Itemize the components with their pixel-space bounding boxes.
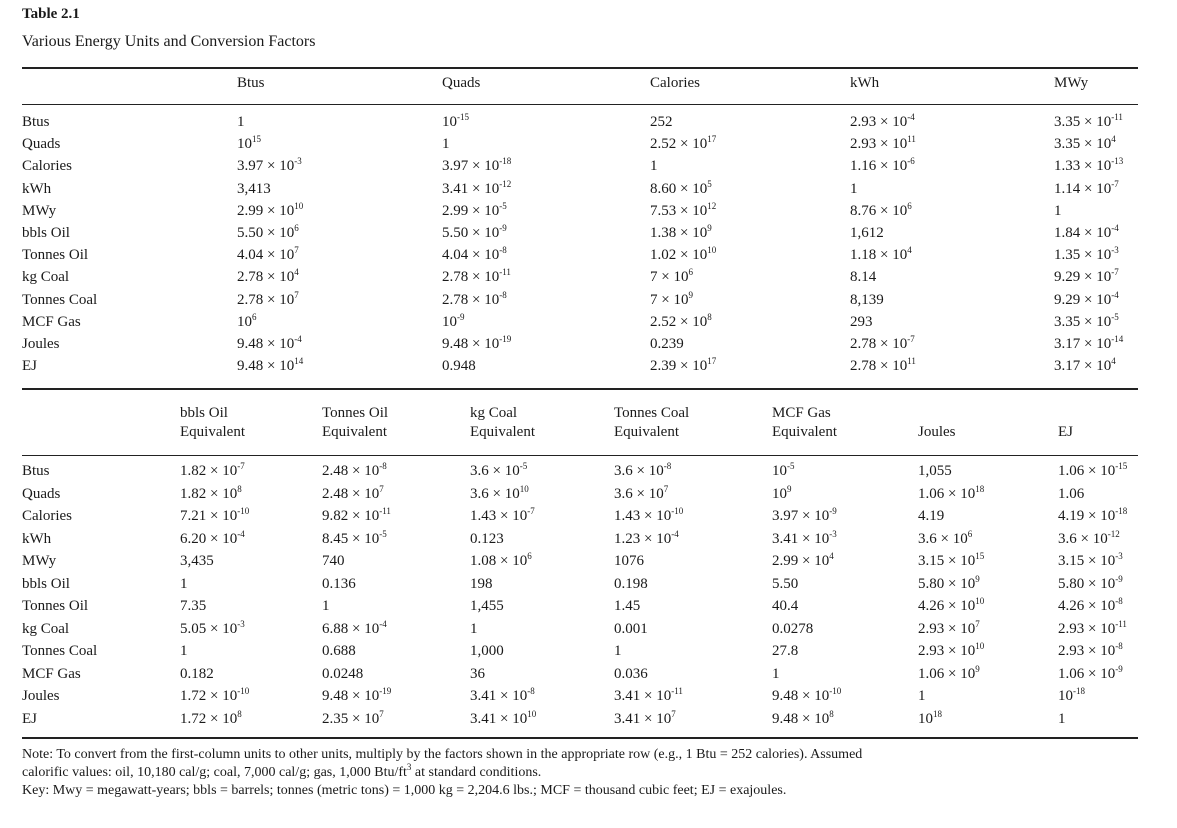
table-cell: 0.0248	[322, 666, 364, 682]
note-line-2: calorific values: oil, 10,180 cal/g; coal, 7,000 cal/g; gas, 1,000 Btu/$ft^3$ at standard conditions.	[22, 762, 542, 780]
header-line-2: Equivalent	[614, 424, 679, 440]
row-label: bbls Oil	[22, 576, 70, 592]
table-cell: $1.43 \times 10^{-7}$	[470, 506, 535, 524]
table-cell: 3,435	[180, 553, 214, 569]
table-cell: $3.6 \times 10^{10}$	[470, 484, 529, 502]
table-cell: $10^9$	[772, 484, 792, 502]
row-label: MCF Gas	[22, 666, 81, 682]
table-cell: $3.41 \times 10^{-8}$	[470, 686, 535, 704]
bottom-col-header	[772, 404, 837, 442]
table-cell: 1,000	[470, 643, 504, 659]
bottom-col-header	[614, 404, 689, 442]
table-cell: 8.14	[850, 269, 877, 285]
table-cell: $6.88 \times 10^{-4}$	[322, 619, 387, 637]
table-cell: 1	[180, 643, 188, 659]
table-cell: $9.48 \times 10^8$	[772, 709, 834, 727]
table-cell: $2.78 \times 10^{11}$	[850, 356, 916, 374]
bottom-rule	[22, 737, 1138, 739]
table-cell: $2.99 \times 10^{10}$	[237, 201, 304, 219]
table-cell: $1.14 \times 10^{-7}$	[1054, 179, 1119, 197]
table-cell: 1	[470, 621, 478, 637]
table-cell: 0.001	[614, 621, 648, 637]
table-cell: $10^{-18}$	[1058, 686, 1085, 704]
bottom-table-row	[22, 666, 1138, 688]
table-cell: $1.06 \times 10^9$	[918, 664, 980, 682]
table-cell: $2.78 \times 10^4$	[237, 267, 299, 285]
top-table-row	[22, 314, 1138, 336]
table-cell: $6.20 \times 10^{-4}$	[180, 529, 245, 547]
table-cell: $4.26 \times 10^{10}$	[918, 596, 985, 614]
table-cell: $3.6 \times 10^6$	[918, 529, 973, 547]
top-header-rule	[22, 104, 1138, 105]
row-label: Tonnes Coal	[22, 292, 98, 308]
table-cell: 1	[237, 114, 245, 130]
table-cell: 0.198	[614, 576, 648, 592]
table-cell: $2.78 \times 10^{-8}$	[442, 290, 507, 308]
table-cell: $7.21 \times 10^{-10}$	[180, 506, 250, 524]
header-line-1: MCF Gas	[772, 405, 831, 421]
top-rule	[22, 67, 1138, 69]
table-cell: $1.06 \times 10^{18}$	[918, 484, 985, 502]
table-cell: 1,455	[470, 598, 504, 614]
table-cell: $2.48 \times 10^{-8}$	[322, 461, 387, 479]
table-cell: $2.35 \times 10^7$	[322, 709, 384, 727]
bottom-table-row	[22, 621, 1138, 643]
row-label: Joules	[22, 688, 60, 704]
table-cell: $3.6 \times 10^{-12}$	[1058, 529, 1120, 547]
header-line-1: Tonnes Oil	[322, 405, 389, 421]
table-cell: $1.43 \times 10^{-10}$	[614, 506, 684, 524]
table-cell: 252	[650, 114, 673, 130]
table-cell: 1	[180, 576, 188, 592]
row-label: EJ	[22, 358, 37, 374]
table-cell: $2.52 \times 10^{17}$	[650, 134, 717, 152]
table-cell: 3,413	[237, 181, 271, 197]
header-line-2: Equivalent	[322, 424, 387, 440]
bottom-col-header	[470, 404, 535, 442]
table-cell: 1	[1058, 711, 1066, 727]
table-cell: $9.29 \times 10^{-7}$	[1054, 267, 1119, 285]
table-cell: $3.35 \times 10^{-11}$	[1054, 112, 1123, 130]
top-col-header	[1054, 74, 1088, 93]
top-table-row	[22, 358, 1138, 380]
table-cell: 0.136	[322, 576, 356, 592]
top-col-header	[850, 74, 879, 93]
table-cell: $3.17 \times 10^4$	[1054, 356, 1116, 374]
header-line-1: MWy	[1054, 75, 1089, 91]
table-cell: $5.80 \times 10^9$	[918, 574, 980, 592]
top-table-row	[22, 247, 1138, 269]
table-cell: 0.239	[650, 336, 684, 352]
table-cell: $1.33 \times 10^{-13}$	[1054, 156, 1124, 174]
row-label: Tonnes Oil	[22, 598, 89, 614]
header-line-1: bbls Oil	[180, 405, 228, 421]
table-cell: $2.78 \times 10^7$	[237, 290, 299, 308]
table-cell: 0.0278	[772, 621, 814, 637]
table-cell: $2.48 \times 10^7$	[322, 484, 384, 502]
table-cell: 1076	[614, 553, 644, 569]
table-cell: $3.35 \times 10^{-5}$	[1054, 312, 1119, 330]
table-cell: $3.6 \times 10^{-5}$	[470, 461, 528, 479]
bottom-col-header	[918, 404, 956, 442]
table-cell: $2.93 \times 10^{-4}$	[850, 112, 915, 130]
row-label: Btus	[22, 114, 50, 130]
bottom-col-header	[322, 404, 388, 442]
table-cell: $2.93 \times 10^{-8}$	[1058, 641, 1123, 659]
table-cell: $3.15 \times 10^{-3}$	[1058, 551, 1123, 569]
table-cell: $9.48 \times 10^{-19}$	[322, 686, 392, 704]
row-label: Tonnes Coal	[22, 643, 98, 659]
bottom-table-row	[22, 643, 1138, 665]
table-cell: $1.08 \times 10^6$	[470, 551, 532, 569]
table-cell: $7.53 \times 10^{12}$	[650, 201, 717, 219]
top-table-row	[22, 181, 1138, 203]
table-cell: 1	[442, 136, 450, 152]
top-col-header	[650, 74, 700, 93]
table-cell: 0.182	[180, 666, 214, 682]
table-cell: $3.41 \times 10^{10}$	[470, 709, 537, 727]
row-label: Calories	[22, 158, 72, 174]
table-cell: $9.82 \times 10^{-11}$	[322, 506, 391, 524]
row-label: Quads	[22, 136, 61, 152]
table-cell: 1.06	[1058, 486, 1085, 502]
table-cell: 1,055	[918, 463, 952, 479]
table-cell: $8.45 \times 10^{-5}$	[322, 529, 387, 547]
table-cell: 0.948	[442, 358, 476, 374]
row-label: kg Coal	[22, 621, 70, 637]
table-cell: $2.99 \times 10^4$	[772, 551, 834, 569]
note-line-1: Note: To convert from the first-column units to other units, multiply by the factors shown in the appropriate row (e.g., 1 Btu = 252 calories). Assumed	[22, 747, 863, 762]
header-line-2: Equivalent	[180, 424, 245, 440]
table-cell: 4.19	[918, 508, 945, 524]
table-cell: 40.4	[772, 598, 799, 614]
row-label: EJ	[22, 711, 37, 727]
bottom-table-row	[22, 531, 1138, 553]
table-cell: $2.78 \times 10^{-11}$	[442, 267, 511, 285]
top-table-row	[22, 225, 1138, 247]
row-label: kWh	[22, 181, 52, 197]
table-cell: $3.97 \times 10^{-9}$	[772, 506, 837, 524]
row-label: kWh	[22, 531, 52, 547]
table-cell: $10^{-5}$	[772, 461, 795, 479]
table-cell: $9.48 \times 10^{14}$	[237, 356, 304, 374]
table-cell: $7 \times 10^9$	[650, 290, 693, 308]
bottom-table-row	[22, 463, 1138, 485]
table-cell: 1	[772, 666, 780, 682]
row-label: Joules	[22, 336, 60, 352]
table-cell: 1	[1054, 203, 1062, 219]
table-cell: 1	[650, 158, 658, 174]
table-cell: $3.6 \times 10^{-8}$	[614, 461, 672, 479]
table-cell: $2.39 \times 10^{17}$	[650, 356, 717, 374]
table-cell: $4.26 \times 10^{-8}$	[1058, 596, 1123, 614]
table-cell: $1.38 \times 10^9$	[650, 223, 712, 241]
bottom-header-rule	[22, 455, 1138, 456]
table-cell: $8.60 \times 10^5$	[650, 179, 712, 197]
top-table-row	[22, 158, 1138, 180]
bottom-table-row	[22, 576, 1138, 598]
table-cell: 0.123	[470, 531, 504, 547]
bottom-table-row	[22, 553, 1138, 575]
table-cell: $3.41 \times 10^7$	[614, 709, 676, 727]
table-cell: $5.80 \times 10^{-9}$	[1058, 574, 1123, 592]
bottom-table-row	[22, 508, 1138, 530]
header-line-1	[1058, 404, 1073, 423]
top-col-header	[442, 74, 480, 93]
top-table-row	[22, 203, 1138, 225]
table-cell: $1.18 \times 10^4$	[850, 245, 912, 263]
row-label: bbls Oil	[22, 225, 70, 241]
table-cell: 0.688	[322, 643, 356, 659]
table-cell: $3.41 \times 10^{-12}$	[442, 179, 512, 197]
table-cell: $10^{18}$	[918, 709, 942, 727]
table-cell: $9.48 \times 10^{-10}$	[772, 686, 842, 704]
header-line-1: Btus	[237, 75, 265, 91]
table-cell: $2.78 \times 10^{-7}$	[850, 334, 915, 352]
table-cell: $1.82 \times 10^{-7}$	[180, 461, 245, 479]
header-line-1	[918, 404, 956, 423]
bottom-table-row	[22, 598, 1138, 620]
table-note	[22, 746, 1152, 800]
header-line-1: Tonnes Coal	[614, 405, 690, 421]
table-cell: $5.50 \times 10^{-9}$	[442, 223, 507, 241]
table-cell: $3.6 \times 10^7$	[614, 484, 669, 502]
table-cell: $7 \times 10^6$	[650, 267, 693, 285]
top-table-row	[22, 114, 1138, 136]
table-cell: $1.72 \times 10^{-10}$	[180, 686, 250, 704]
header-line-1: kg Coal	[470, 405, 518, 421]
row-label: Quads	[22, 486, 61, 502]
table-label: Table 2.1	[22, 6, 80, 22]
table-cell: 740	[322, 553, 345, 569]
note-line-3: Key: Mwy = megawatt-years; bbls = barrels; tonnes (metric tons) = 1,000 kg = 2,204.6 lbs.; MCF = thousand cubic feet; EJ = exajoules.	[22, 783, 787, 798]
table-cell: 5.50	[772, 576, 799, 592]
table-cell: 8,139	[850, 292, 884, 308]
table-cell: $3.35 \times 10^4$	[1054, 134, 1116, 152]
table-cell: 198	[470, 576, 493, 592]
row-label: kg Coal	[22, 269, 70, 285]
table-cell: $4.04 \times 10^{-8}$	[442, 245, 507, 263]
table-cell: 27.8	[772, 643, 799, 659]
table-cell: 7.35	[180, 598, 207, 614]
table-cell: $4.04 \times 10^7$	[237, 245, 299, 263]
header-line-1: Quads	[442, 75, 481, 91]
top-table-row	[22, 136, 1138, 158]
row-label: MWy	[22, 553, 57, 569]
table-cell: $2.93 \times 10^{11}$	[850, 134, 916, 152]
table-cell: $3.17 \times 10^{-14}$	[1054, 334, 1124, 352]
row-label: Calories	[22, 508, 72, 524]
table-cell: $9.48 \times 10^{-19}$	[442, 334, 512, 352]
middle-rule	[22, 388, 1138, 390]
bottom-table-row	[22, 688, 1138, 710]
table-cell: $1.06 \times 10^{-15}$	[1058, 461, 1128, 479]
table-cell: $2.93 \times 10^{10}$	[918, 641, 985, 659]
table-cell: 0.036	[614, 666, 648, 682]
table-cell: $1.06 \times 10^{-9}$	[1058, 664, 1123, 682]
table-cell: $5.05 \times 10^{-3}$	[180, 619, 245, 637]
top-table-row	[22, 336, 1138, 358]
table-cell: $10^{-9}$	[442, 312, 465, 330]
table-cell: 36	[470, 666, 485, 682]
table-cell: $3.97 \times 10^{-18}$	[442, 156, 512, 174]
table-cell: $1.35 \times 10^{-3}$	[1054, 245, 1119, 263]
bottom-col-header	[1058, 404, 1073, 442]
table-cell: $5.50 \times 10^6$	[237, 223, 299, 241]
table-cell: $2.93 \times 10^7$	[918, 619, 980, 637]
row-label: MCF Gas	[22, 314, 81, 330]
table-cell: $3.41 \times 10^{-3}$	[772, 529, 837, 547]
header-line-1: Calories	[650, 75, 700, 91]
top-col-header	[237, 74, 265, 93]
table-cell: $1.84 \times 10^{-4}$	[1054, 223, 1119, 241]
table-cell: $4.19 \times 10^{-18}$	[1058, 506, 1128, 524]
table-cell: $9.48 \times 10^{-4}$	[237, 334, 302, 352]
table-cell: $1.23 \times 10^{-4}$	[614, 529, 679, 547]
header-line-2: Joules	[918, 424, 956, 440]
table-cell: $3.15 \times 10^{15}$	[918, 551, 985, 569]
row-label: Btus	[22, 463, 50, 479]
row-label: Tonnes Oil	[22, 247, 89, 263]
table-cell: $2.93 \times 10^{-11}$	[1058, 619, 1127, 637]
table-cell: $9.29 \times 10^{-4}$	[1054, 290, 1119, 308]
table-cell: $8.76 \times 10^6$	[850, 201, 912, 219]
bottom-table-row	[22, 711, 1138, 733]
table-cell: $2.99 \times 10^{-5}$	[442, 201, 507, 219]
table-cell: 293	[850, 314, 873, 330]
row-label: MWy	[22, 203, 57, 219]
top-table-row	[22, 292, 1138, 314]
header-line-2: Equivalent	[470, 424, 535, 440]
table-cell: $3.41 \times 10^{-11}$	[614, 686, 683, 704]
table-cell: 1	[918, 688, 926, 704]
top-table-row	[22, 269, 1138, 291]
table-title: Various Energy Units and Conversion Factors	[22, 33, 316, 50]
table-cell: $1.02 \times 10^{10}$	[650, 245, 717, 263]
header-line-2: EJ	[1058, 424, 1073, 440]
table-cell: $3.97 \times 10^{-3}$	[237, 156, 302, 174]
table-cell: $2.52 \times 10^8$	[650, 312, 712, 330]
table-cell: $1.16 \times 10^{-6}$	[850, 156, 915, 174]
table-cell: $1.72 \times 10^8$	[180, 709, 242, 727]
table-cell: 1.45	[614, 598, 641, 614]
bottom-col-header	[180, 404, 245, 442]
table-cell: $10^{-15}$	[442, 112, 469, 130]
table-cell: 1	[614, 643, 622, 659]
table-cell: $10^{15}$	[237, 134, 261, 152]
table-cell: $1.82 \times 10^8$	[180, 484, 242, 502]
table-cell: 1	[850, 181, 858, 197]
table-cell: 1	[322, 598, 330, 614]
header-line-1: kWh	[850, 75, 880, 91]
table-cell: $10^6$	[237, 312, 257, 330]
table-cell: 1,612	[850, 225, 884, 241]
header-line-2: Equivalent	[772, 424, 837, 440]
bottom-table-row	[22, 486, 1138, 508]
